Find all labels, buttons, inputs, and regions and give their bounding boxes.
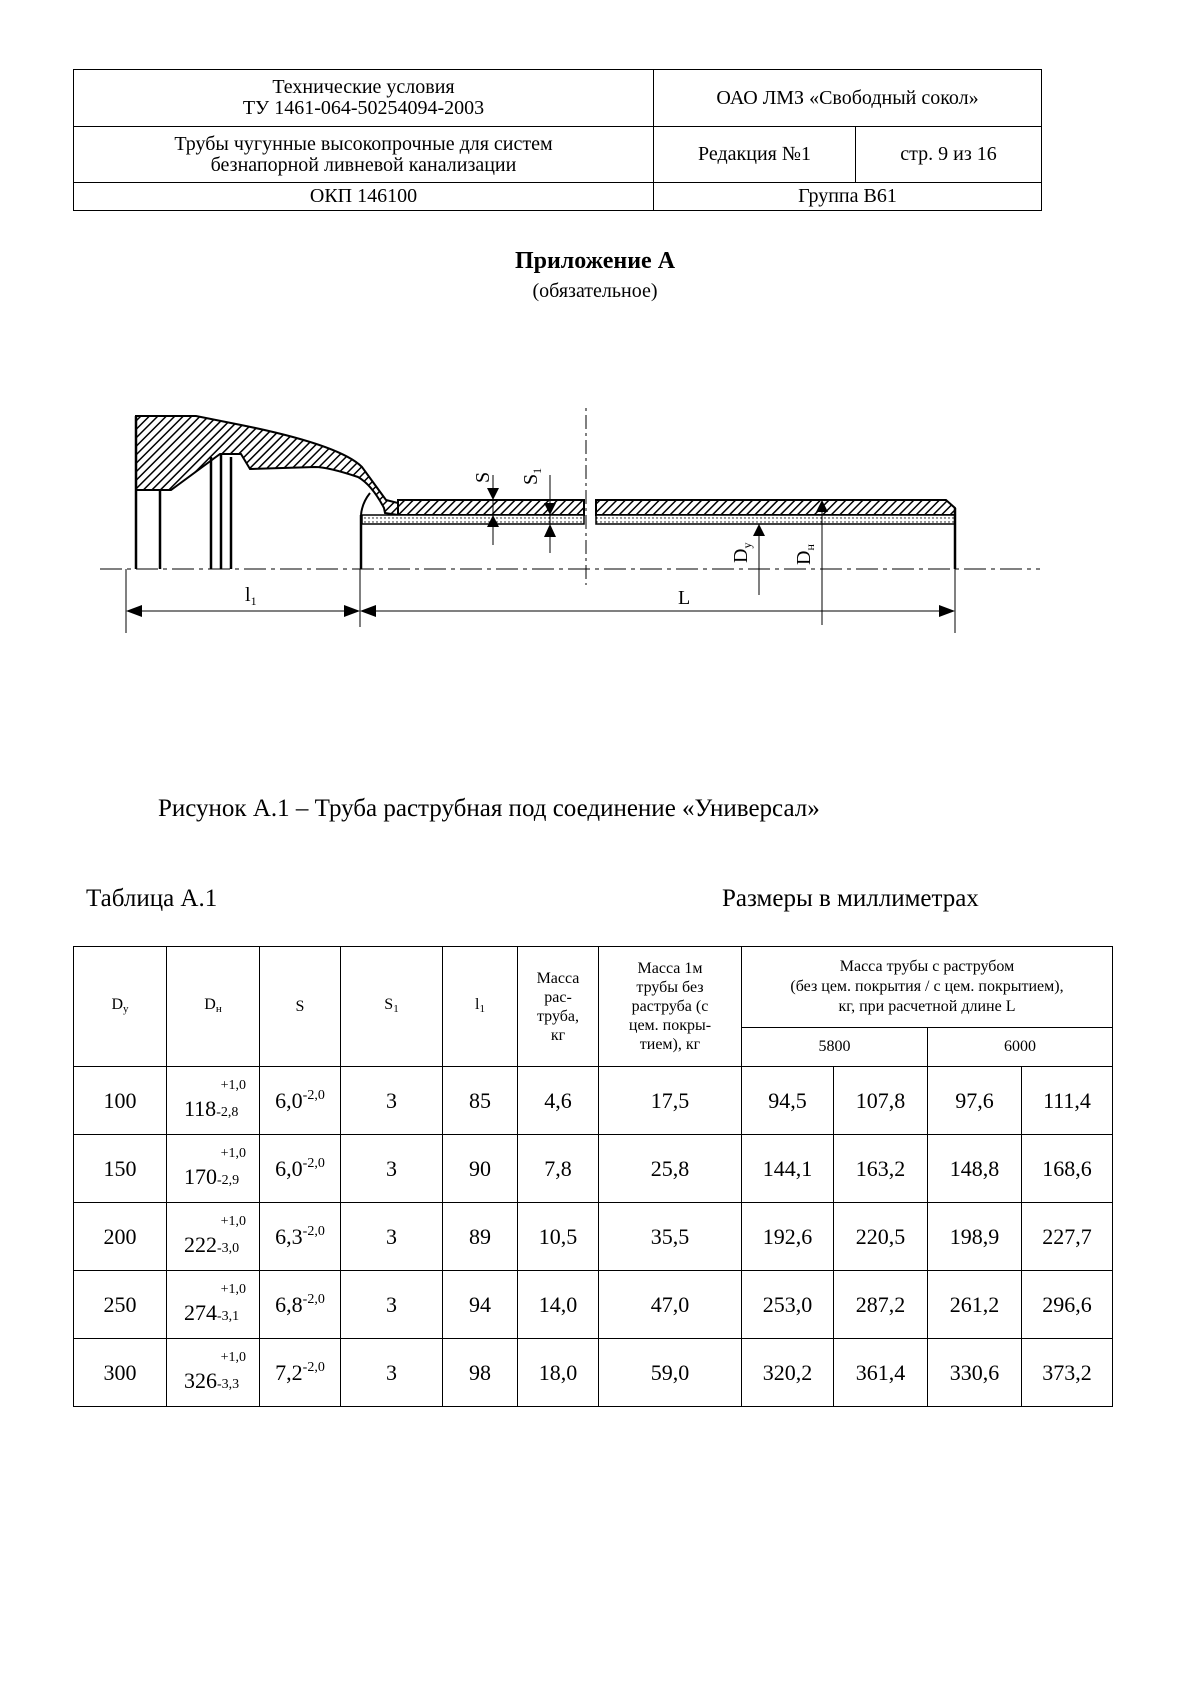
dimensions-table [73,946,1113,1407]
pipe-drawing [100,405,1060,705]
subject-cell [74,127,654,183]
col-l1: $l_1$ [443,947,518,1067]
doc-type: Технические условия [272,76,455,98]
cell-mass-6000-cement: 111,4 [1022,1067,1113,1135]
subject-line-2: безнапорной ливневой канализации [210,153,517,176]
cell-l1: 90 [443,1135,518,1203]
cell-l1: 94 [443,1271,518,1339]
dn-upper-tol: +1,0 [220,1145,246,1161]
cell-s: $6,8^{-2,0}$ [260,1271,341,1339]
dn-value: 170 [184,1163,217,1189]
cell-mass-6000-no-cement: 261,2 [928,1271,1022,1339]
col-s: S [260,947,341,1067]
company-name: ОАО ЛМЗ «Свободный сокол» [654,70,1042,127]
cell-mass-6000-cement: 296,6 [1022,1271,1113,1339]
cell-mass-6000-no-cement: 148,8 [928,1135,1022,1203]
table-row [74,1339,1113,1407]
appendix-subtitle: (обязательное) [532,280,658,302]
appendix-title: Приложение А [514,248,676,274]
dn-value: 274 [184,1299,217,1325]
doc-type-cell [74,70,654,127]
L-arrow [360,605,376,617]
dn-label: $D_н$ [793,544,817,565]
cell-dy: 300 [74,1339,167,1407]
cell-mass-5800-cement: 361,4 [834,1339,928,1407]
document-header [73,69,1042,211]
revision: Редакция №1 [654,127,856,183]
cell-mass-5800-no-cement: 320,2 [742,1339,834,1407]
dn-value: 118 [184,1095,217,1121]
dn-upper-tol: +1,0 [220,1281,246,1297]
dn-value: 326 [184,1367,217,1393]
cell-l1: 98 [443,1339,518,1407]
cell-mass-5800-cement: 287,2 [834,1271,928,1339]
dn-lower-tol: -3,3 [217,1376,240,1392]
cell-mass-6000-no-cement: 198,9 [928,1203,1022,1271]
cell-s: $6,0^{-2,0}$ [260,1135,341,1203]
cement-lining [362,515,584,524]
cell-mass-6000-cement: 227,7 [1022,1203,1113,1271]
cell-s: $7,2^{-2,0}$ [260,1339,341,1407]
cell-s1: 3 [341,1067,443,1135]
cell-mass-per-meter: 59,0 [599,1339,742,1407]
cell-mass-6000-no-cement: 97,6 [928,1067,1022,1135]
table-row [74,1067,1113,1135]
cell-mass-5800-no-cement: 144,1 [742,1135,834,1203]
col-length-5800: 5800 [742,1028,928,1067]
okp-code: ОКП 146100 [74,183,654,211]
cell-s1: 3 [341,1339,443,1407]
cell-socket-mass: 18,0 [518,1339,599,1407]
cell-socket-mass: 7,8 [518,1135,599,1203]
dn-lower-tol: -3,1 [217,1308,240,1324]
dy-label: $D_у$ [730,542,754,563]
s-arrow [487,488,499,500]
dn-upper-tol: +1,0 [220,1077,246,1093]
col-length-6000: 6000 [928,1028,1113,1067]
col-group-pipe-mass: Масса трубы с раструбом (без цем. покрытия / с цем. покрытием), кг, при расчетной длине L [742,947,1113,1028]
cell-mass-6000-cement: 168,6 [1022,1135,1113,1203]
cell-socket-mass: 14,0 [518,1271,599,1339]
dn-lower-tol: -2,9 [217,1172,240,1188]
cell-mass-per-meter: 47,0 [599,1271,742,1339]
s1-label: $S_1$ [520,467,544,485]
cell-dy: 150 [74,1135,167,1203]
dn-upper-tol: +1,0 [220,1349,246,1365]
cell-s1: 3 [341,1135,443,1203]
cell-mass-6000-cement: 373,2 [1022,1339,1113,1407]
cell-s1: 3 [341,1271,443,1339]
cell-dn [167,1067,260,1135]
cell-dy: 200 [74,1203,167,1271]
cell-dn [167,1339,260,1407]
socket-line [361,493,370,515]
pipe-wall [596,500,955,515]
col-dn: $D_н$ [167,947,260,1067]
doc-number: ТУ 1461-064-50254094-2003 [242,97,485,119]
table-label: Таблица А.1 [86,885,218,912]
L-label: L [678,587,691,609]
group-code: Группа В61 [654,183,1042,211]
cell-mass-5800-no-cement: 192,6 [742,1203,834,1271]
L-arrow [939,605,955,617]
cell-dy: 250 [74,1271,167,1339]
cell-mass-5800-cement: 220,5 [834,1203,928,1271]
cell-l1: 85 [443,1067,518,1135]
table-row [74,1135,1113,1203]
socket-section [136,416,398,515]
col-dy: $D_у$ [74,947,167,1067]
s-label: S [472,471,494,483]
col-socket-mass: Масса рас- труба, кг [518,947,599,1067]
cell-dn [167,1135,260,1203]
s1-arrow [544,524,556,537]
cell-dn [167,1203,260,1271]
cell-s1: 3 [341,1203,443,1271]
pipe-wall [398,500,584,515]
cell-l1: 89 [443,1203,518,1271]
cell-mass-5800-no-cement: 94,5 [742,1067,834,1135]
figure-caption: Рисунок А.1 – Труба раструбная под соединение «Универсал» [158,795,820,822]
col-mass-per-meter: Масса 1м трубы без раструба (с цем. покры- тием), кг [599,947,742,1067]
page-number: стр. 9 из 16 [856,127,1042,183]
cell-dy: 100 [74,1067,167,1135]
table-row [74,1203,1113,1271]
l1-label: $l_1$ [245,584,257,608]
cell-mass-5800-cement: 107,8 [834,1067,928,1135]
l1-arrow [126,605,142,617]
table-row [74,1271,1113,1339]
dn-value: 222 [184,1231,217,1257]
subject-line-1: Трубы чугунные высокопрочные для систем [174,132,553,155]
cement-lining [596,515,955,524]
cell-s: $6,0^{-2,0}$ [260,1067,341,1135]
l1-arrow [344,605,360,617]
cell-mass-per-meter: 35,5 [599,1203,742,1271]
cell-mass-6000-no-cement: 330,6 [928,1339,1022,1407]
cell-dn [167,1271,260,1339]
cell-mass-per-meter: 17,5 [599,1067,742,1135]
cell-mass-5800-cement: 163,2 [834,1135,928,1203]
dn-upper-tol: +1,0 [220,1213,246,1229]
dn-lower-tol: -2,8 [216,1104,239,1120]
cell-mass-per-meter: 25,8 [599,1135,742,1203]
cell-mass-5800-no-cement: 253,0 [742,1271,834,1339]
dy-arrow [753,524,765,536]
cell-socket-mass: 10,5 [518,1203,599,1271]
cell-socket-mass: 4,6 [518,1067,599,1135]
col-s1: $S_1$ [341,947,443,1067]
table-units: Размеры в миллиметрах [722,885,979,912]
cell-s: $6,3^{-2,0}$ [260,1203,341,1271]
dn-lower-tol: -3,0 [217,1240,240,1256]
